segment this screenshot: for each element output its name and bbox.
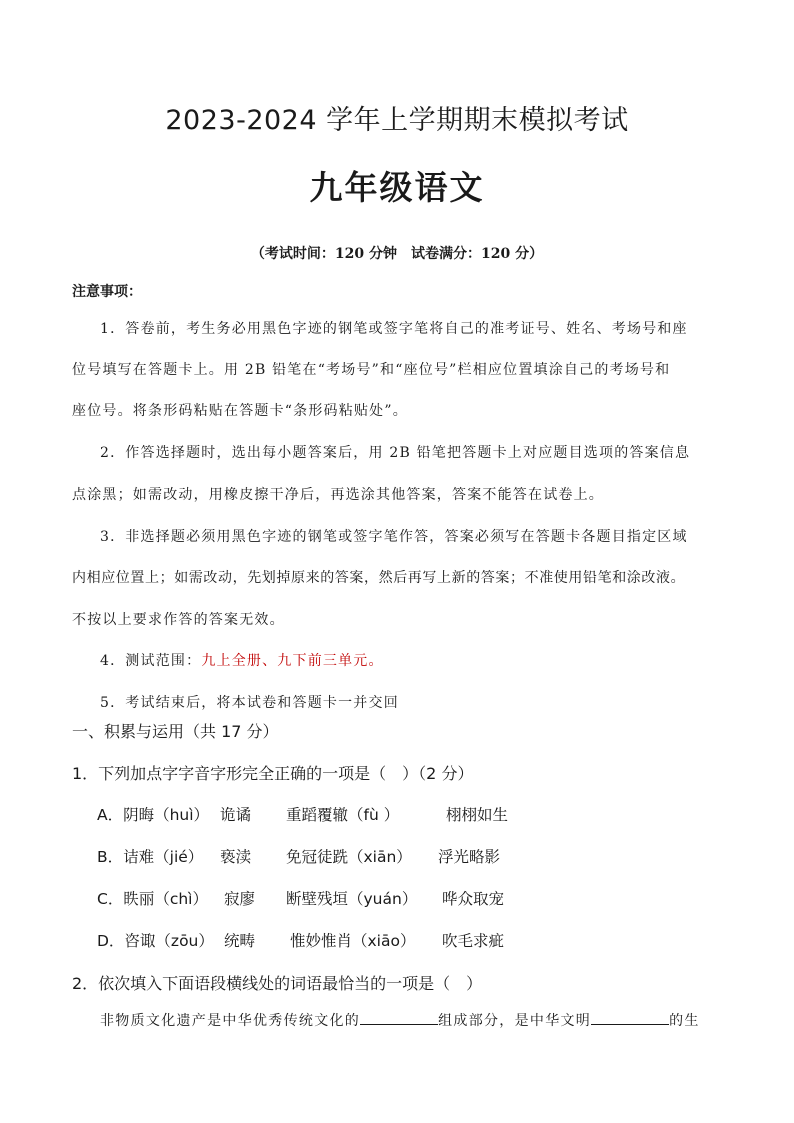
notice-item-1-line-3: 座位号。将条形码粘贴在答题卡“条形码粘贴处”。 [72, 403, 408, 419]
exam-subject: 九年级语文 [309, 168, 485, 207]
notice-item-1-line-2: 位号填写在答题卡上。用 2B 铅笔在“考场号”和“座位号”栏相应位置填涂自己的考场号和 [72, 362, 671, 378]
q1-option-d-word-3: 惟妙惟肖（xiāo） [290, 932, 416, 950]
notice-item-3-line-1: 3．非选择题必须用黑色字迹的钢笔或签字笔作答，答案必须写在答题卡各题目指定区域 [100, 529, 688, 545]
notice-item-4-range: 九上全册、九下前三单元。 [201, 653, 384, 669]
notice-item-3-line-3: 不按以上要求作答的答案无效。 [72, 612, 285, 628]
question-2-passage [100, 1010, 700, 1030]
q1-option-a-word-3: 重蹈覆辙（fù ） [286, 806, 400, 824]
q1-option-c-word-4: 哗众取宠 [442, 890, 505, 908]
notice-item-4-prefix: 4．测试范围： [100, 653, 202, 669]
q1-option-a-word-4: 栩栩如生 [446, 806, 509, 824]
notice-item-2-line-2: 点涂黑；如需改动，用橡皮擦干净后，再选涂其他答案，答案不能答在试卷上。 [72, 487, 604, 503]
q1-option-b-word-4: 浮光略影 [438, 848, 501, 866]
q1-option-b-word-2: 亵渎 [220, 848, 252, 866]
fill-blank-1[interactable] [360, 1010, 438, 1025]
q1-option-d-word-4: 吹毛求疵 [442, 932, 505, 950]
notice-item-2-line-1: 2．作答选择题时，选出每小题答案后，用 2B 铅笔把答题卡上对应题目选项的答案信息 [100, 445, 691, 461]
q1-option-a-word-2: 诡谲 [220, 806, 252, 824]
notice-heading: 注意事项： [72, 284, 142, 300]
question-2-stem: 2．依次填入下面语段横线处的词语最恰当的一项是（ ） [72, 974, 483, 993]
notice-item-4 [100, 650, 384, 670]
exam-time-score: （考试时间：120 分钟 试卷满分：120 分） [250, 246, 544, 262]
q1-option-c-word-2: 寂廖 [224, 890, 256, 908]
fill-blank-2[interactable] [591, 1010, 669, 1025]
q2-passage-part-1: 非物质文化遗产是中华优秀传统文化的 [100, 1013, 361, 1029]
q1-option-b-word-3: 免冠徒跣（xiān） [286, 848, 412, 866]
section-1-heading: 一、积累与运用（共 17 分） [72, 722, 279, 741]
exam-title: 2023-2024 学年上学期期末模拟考试 [165, 105, 629, 136]
question-1-stem: 1．下列加点字字音字形完全正确的一项是（ ）（2 分） [72, 764, 474, 783]
q1-option-a-label: A．阴晦（huì） [97, 806, 210, 824]
q1-option-d-label: D．咨诹（zōu） [97, 932, 214, 950]
q2-passage-part-2: 组成部分，是中华文明 [438, 1013, 592, 1029]
notice-item-5: 5．考试结束后，将本试卷和答题卡一并交回 [100, 695, 399, 711]
q1-option-c-label: C．眣丽（chì） [97, 890, 208, 908]
q1-option-d-word-2: 统畴 [224, 932, 256, 950]
notice-item-3-line-2: 内相应位置上；如需改动，先划掉原来的答案，然后再写上新的答案；不准使用铅笔和涂改液。 [72, 570, 686, 586]
q1-option-c-word-3: 断壁残垣（yuán） [286, 890, 418, 908]
notice-item-1-line-1: 1．答卷前，考生务必用黑色字迹的钢笔或签字笔将自己的准考证号、姓名、考场号和座 [100, 321, 688, 337]
q1-option-b-label: B．诘难（jié） [97, 848, 204, 866]
q2-passage-part-3: 的生 [669, 1013, 700, 1029]
